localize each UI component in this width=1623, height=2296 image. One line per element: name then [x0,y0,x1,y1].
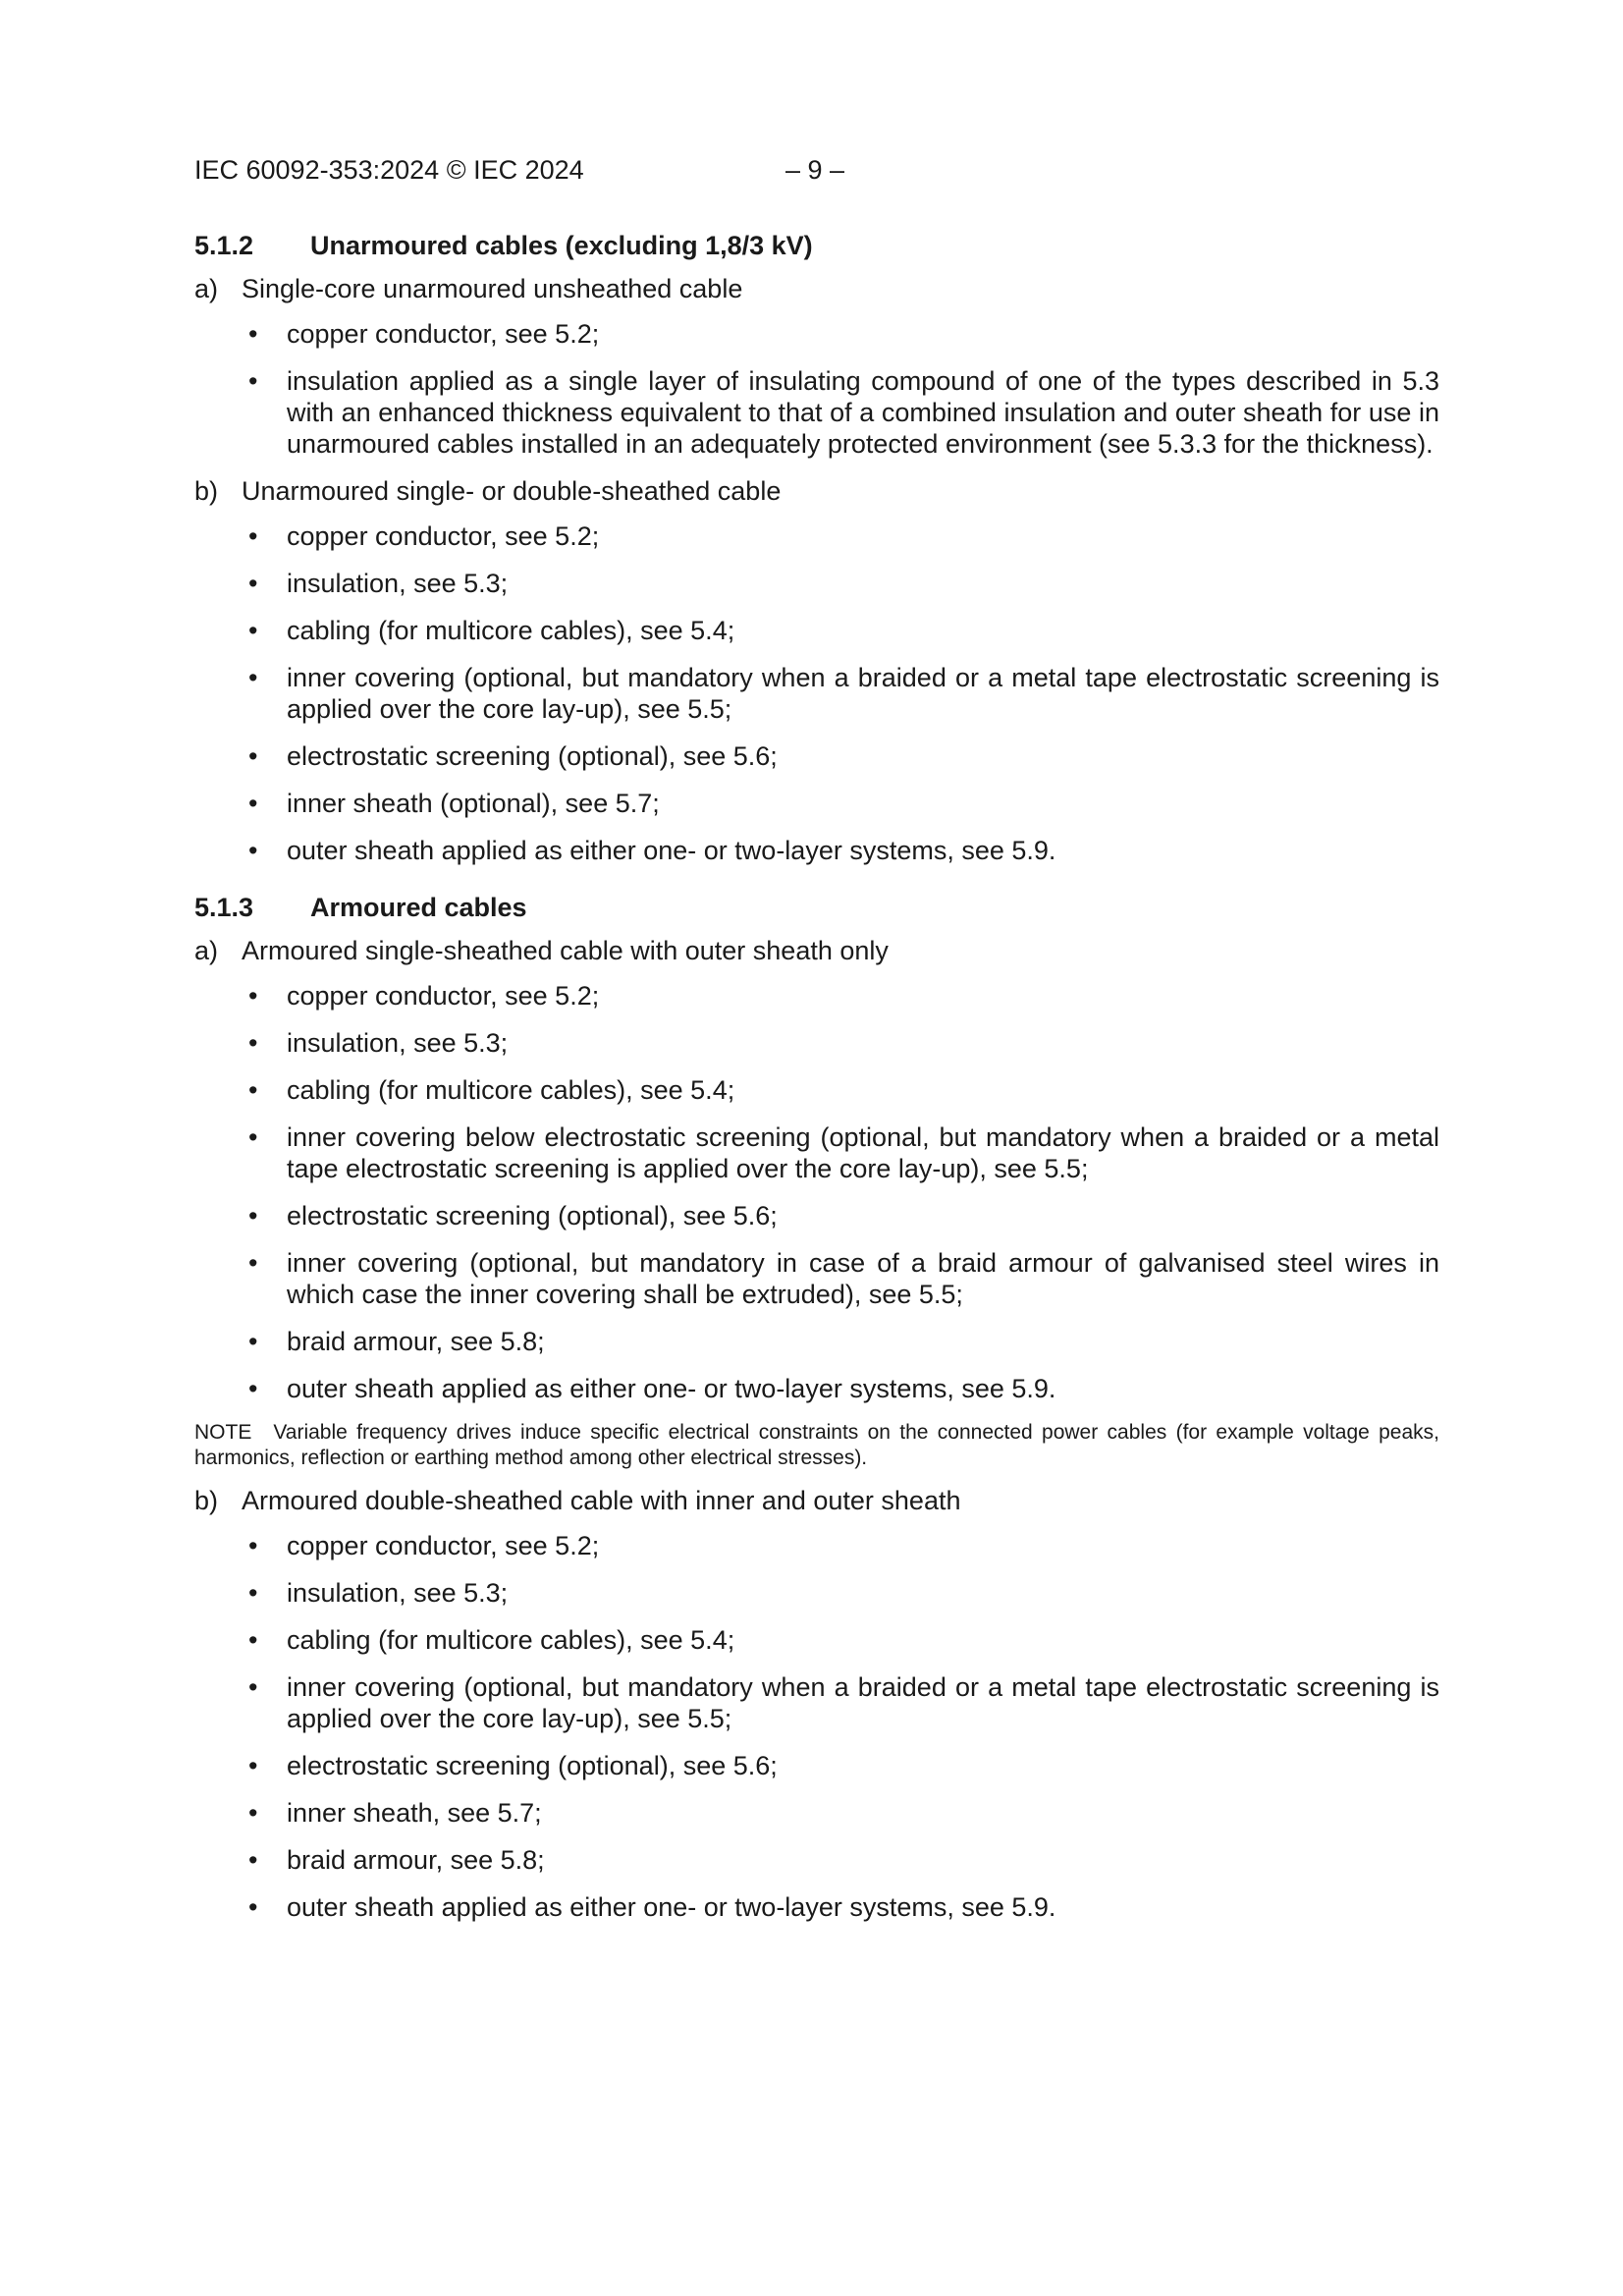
item-text: Single-core unarmoured unsheathed cable [242,274,743,303]
item-label-513-a [194,935,1439,966]
item-letter: a) [194,936,219,965]
list-item [194,1844,1439,1876]
list-item [194,1530,1439,1561]
bullet-icon: • [248,366,258,396]
list-item-text: outer sheath applied as either one- or two-layer systems, see 5.9. [287,1892,1056,1922]
list-item [194,1671,1439,1734]
list-item [194,1247,1439,1310]
list-item [194,1121,1439,1184]
list-item [194,835,1439,866]
item-letter: b) [194,1486,219,1515]
list-item [194,1074,1439,1106]
list-item [194,318,1439,350]
section-number: 5.1.3 [194,893,254,922]
list-item-text: electrostatic screening (optional), see 5.6; [287,1751,778,1780]
bullet-icon: • [248,1122,258,1152]
list-item [194,1891,1439,1923]
list-item-text: cabling (for multicore cables), see 5.4; [287,1075,735,1105]
bullet-icon: • [248,1751,258,1780]
list-item [194,615,1439,646]
bullet-icon: • [248,663,258,692]
section-number: 5.1.2 [194,231,254,260]
list-item [194,1750,1439,1781]
list-item-text: copper conductor, see 5.2; [287,1531,600,1560]
list-item-text: insulation, see 5.3; [287,1028,509,1058]
bullet-icon: • [248,1374,258,1403]
bullet-icon: • [248,981,258,1011]
bullet-icon: • [248,1798,258,1828]
list-item-text: cabling (for multicore cables), see 5.4; [287,1625,735,1655]
page-number: – 9 – [785,155,845,185]
list-item [194,1200,1439,1231]
standard-reference: IEC 60092-353:2024 © IEC 2024 [194,155,584,185]
list-item-text: cabling (for multicore cables), see 5.4; [287,616,735,645]
list-item [194,740,1439,772]
bullet-list-512-a [194,318,1439,460]
bullet-icon: • [248,1892,258,1922]
list-item-text: copper conductor, see 5.2; [287,319,600,349]
list-item [194,1797,1439,1829]
bullet-icon: • [248,1672,258,1702]
section-title: Unarmoured cables (excluding 1,8/3 kV) [310,231,813,260]
section-spacer [194,882,1439,892]
list-item-text: inner covering (optional, but mandatory when a braided or a metal tape electrostatic screening is applied over the core lay-up), see 5.5; [287,663,1439,724]
list-item-text: outer sheath applied as either one- or two-layer systems, see 5.9. [287,836,1056,865]
bullet-icon: • [248,1531,258,1560]
list-item [194,1373,1439,1404]
list-item-text: copper conductor, see 5.2; [287,521,600,551]
list-item-text: inner covering below electrostatic screening (optional, but mandatory when a braided or a metal tape electrostatic screening is applied over the core lay-up), see 5.5; [287,1122,1439,1183]
item-label-513-b [194,1485,1439,1516]
item-letter: b) [194,476,219,506]
bullet-icon: • [248,1845,258,1875]
bullet-icon: • [248,1625,258,1655]
bullet-icon: • [248,1578,258,1608]
list-item-text: braid armour, see 5.8; [287,1845,545,1875]
list-item-text: inner sheath (optional), see 5.7; [287,789,660,818]
item-text: Armoured double-sheathed cable with inner and outer sheath [242,1486,961,1515]
section-heading-5-1-3 [194,892,1439,923]
list-item-text: inner sheath, see 5.7; [287,1798,542,1828]
list-item [194,1326,1439,1357]
list-item-text: inner covering (optional, but mandatory when a braided or a metal tape electrostatic screening is applied over the core lay-up), see 5.5; [287,1672,1439,1733]
bullet-icon: • [248,1327,258,1356]
note-text: Variable frequency drives induce specific electrical constraints on the connected power cables (for example voltage peaks, harmonics, reflection or earthing method among other electrical stresses). [194,1421,1439,1469]
bullet-icon: • [248,789,258,818]
list-item-text: copper conductor, see 5.2; [287,981,600,1011]
bullet-list-513-a [194,980,1439,1404]
bullet-icon: • [248,616,258,645]
list-item [194,788,1439,819]
section-heading-5-1-2 [194,230,1439,261]
list-item [194,662,1439,725]
list-item [194,520,1439,552]
note-paragraph [194,1420,1439,1471]
page-header [194,153,845,187]
section-title: Armoured cables [310,893,527,922]
list-item-text: braid armour, see 5.8; [287,1327,545,1356]
list-item [194,1577,1439,1609]
bullet-icon: • [248,1248,258,1278]
list-item [194,568,1439,599]
list-item [194,980,1439,1011]
note-label: NOTE [194,1421,252,1444]
bullet-icon: • [248,319,258,349]
item-text: Unarmoured single- or double-sheathed cable [242,476,782,506]
list-item [194,1624,1439,1656]
item-label-512-a [194,273,1439,304]
page-content [194,230,1439,1939]
bullet-icon: • [248,741,258,771]
bullet-icon: • [248,1201,258,1230]
bullet-icon: • [248,1028,258,1058]
item-label-512-b [194,475,1439,507]
bullet-list-513-b [194,1530,1439,1923]
bullet-icon: • [248,836,258,865]
bullet-icon: • [248,521,258,551]
item-letter: a) [194,274,219,303]
bullet-icon: • [248,569,258,598]
list-item [194,1027,1439,1059]
bullet-list-512-b [194,520,1439,866]
bullet-icon: • [248,1075,258,1105]
list-item-text: inner covering (optional, but mandatory in case of a braid armour of galvanised steel wires in which case the inner covering shall be extruded), see 5.5; [287,1248,1439,1309]
list-item-text: electrostatic screening (optional), see 5.6; [287,741,778,771]
list-item-text: electrostatic screening (optional), see 5.6; [287,1201,778,1230]
list-item-text: outer sheath applied as either one- or two-layer systems, see 5.9. [287,1374,1056,1403]
list-item-text: insulation, see 5.3; [287,569,509,598]
list-item [194,365,1439,460]
item-text: Armoured single-sheathed cable with outer sheath only [242,936,889,965]
list-item-text: insulation, see 5.3; [287,1578,509,1608]
list-item-text: insulation applied as a single layer of insulating compound of one of the types described in 5.3 with an enhanced thickness equivalent to that of a combined insulation and outer sheath for use in unarmoured cables installed in an adequately protected environment (see 5.3.3 for the thickness). [287,366,1439,459]
